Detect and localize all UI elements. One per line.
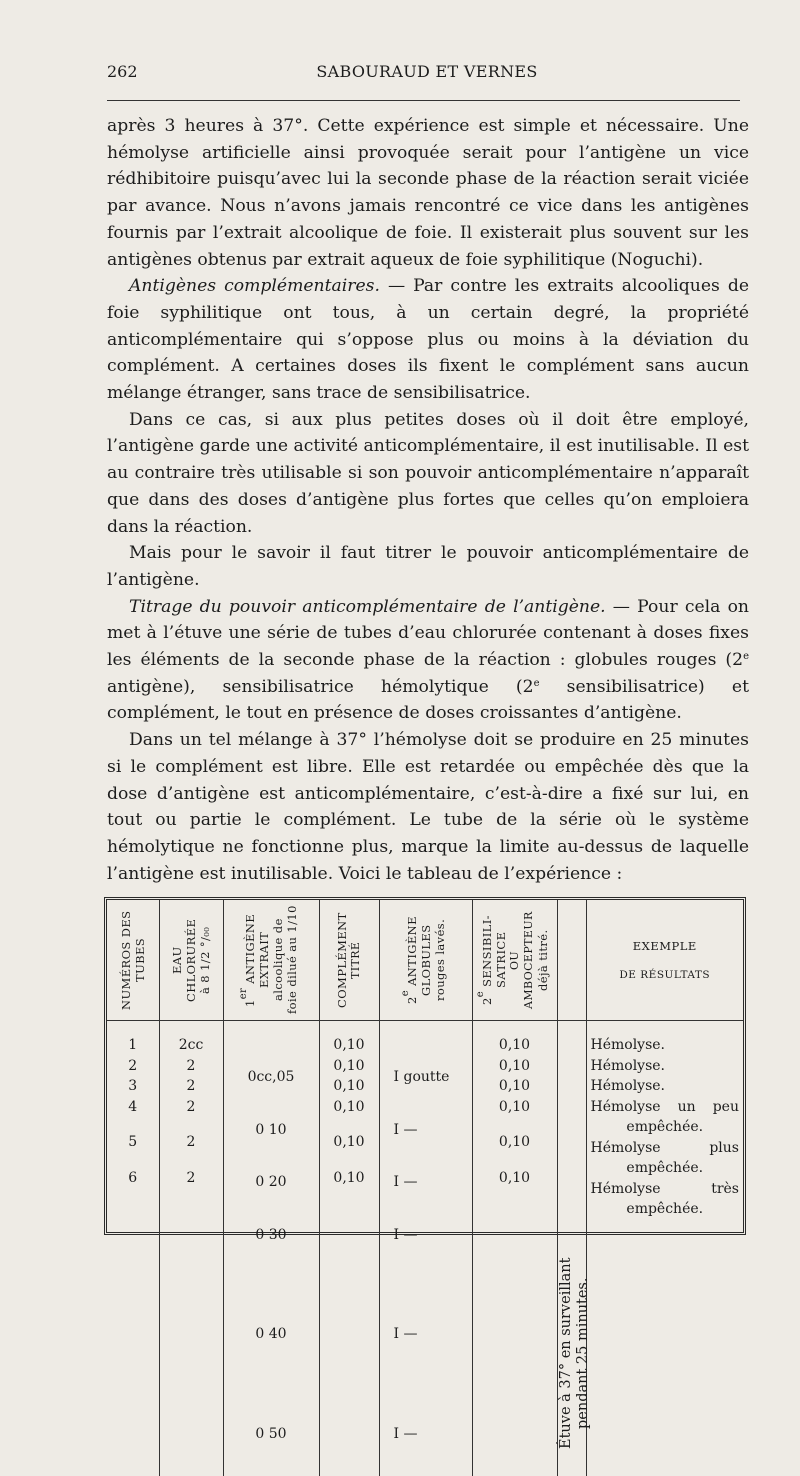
table-cell: 0,10 xyxy=(475,1097,555,1118)
superscript: er xyxy=(238,987,249,999)
table-cell: 0 40 xyxy=(226,1324,317,1345)
table-cell: 5 xyxy=(109,1132,157,1153)
table-cell: 0,10 xyxy=(322,1056,377,1077)
col-complement xyxy=(319,1021,379,1476)
col-antigene-1 xyxy=(223,1021,319,1476)
eau-line-2: CHLORURÉE xyxy=(184,918,198,1001)
table-cell: 6 xyxy=(109,1168,157,1189)
sens-line-1: SENSIBILI- xyxy=(480,915,494,991)
ant1-line-3: alcoolique de xyxy=(271,919,285,1002)
italic-heading-antigenes: Antigènes complémentaires. xyxy=(129,276,380,296)
table-cell: 0,10 xyxy=(322,1076,377,1097)
col-header-sensibilisatrice xyxy=(472,900,557,1021)
col-antigene-2 xyxy=(379,1021,472,1476)
paragraph-5-text-3: sensibilisatrice) et complément, le tout en présence de doses croissantes d’antigène. xyxy=(107,677,749,724)
col-header-antigene-1 xyxy=(223,900,319,1021)
table-cell: 0,10 xyxy=(322,1035,377,1056)
ant1-line-1: ANTIGÈNE xyxy=(243,913,257,987)
paragraph-2-text: Par contre les extraits alcooliques de foie syphilitique ont tous, à un certain degré, la propriété anticomplémentaire qui s’oppose plus ou moins à la déviation du complément. A certaines doses ils fixent le complément sans aucun mélange étranger, sans trace de sensibilisatrice. xyxy=(107,276,749,403)
table-cell: 2 xyxy=(162,1132,221,1153)
ant1-line-2: EXTRAIT xyxy=(257,932,271,988)
table-cell: 0,10 xyxy=(475,1076,555,1097)
col-header-numeros xyxy=(107,900,159,1021)
table-cell: I — xyxy=(394,1120,470,1141)
col-sensibilisatrice xyxy=(472,1021,557,1476)
table-cell: 0,10 xyxy=(475,1168,555,1189)
paragraph-5 xyxy=(107,594,749,728)
sens-line-3: OU AMBOCEPTEUR xyxy=(508,911,535,1009)
table-cell: 0,10 xyxy=(475,1035,555,1056)
col-eau xyxy=(159,1021,223,1476)
paragraph-5-text: Pour cela on met à l’étuve une série de tubes d’eau chlorurée contenant à doses fixes les éléments de la seconde phase de la réaction : globules rouges (2 xyxy=(107,597,749,670)
result-text: empêchée. xyxy=(591,1199,740,1220)
superscript: e xyxy=(743,651,749,662)
table-cell: I — xyxy=(394,1324,470,1345)
col-header-numeros-text: NUMÉROS DES TUBES xyxy=(119,904,147,1016)
col-header-antigene-2 xyxy=(379,900,472,1021)
result-text: Hémolyse. xyxy=(591,1056,740,1077)
paragraph-1: après 3 heures à 37°. Cette expérience est simple et nécessaire. Une hémolyse artificielle ainsi provoquée serait pour l’antigène un vice rédhibitoire puisqu’avec lui la seconde phase de la réaction serait viciée par avance. Nous n’avons jamais rencontré ce vice dans les antigènes fournis par l’extrait alcoolique de foie. Il existerait plus souvent sur les antigènes obtenus par extrait aqueux de foie syphilitique (Noguchi). xyxy=(107,113,749,273)
table-cell: 0cc,05 xyxy=(226,1067,317,1088)
table-cell: 2 xyxy=(162,1097,221,1118)
table-cell: 2 xyxy=(162,1168,221,1189)
table-cell: 0 50 xyxy=(226,1424,317,1445)
table-cell: 0,10 xyxy=(322,1132,377,1153)
result-text: Hémolyse très xyxy=(591,1179,740,1200)
ant1-line-4: foie dilué au 1/10 xyxy=(285,906,299,1015)
paragraph-3: Dans ce cas, si aux plus petites doses où il doit être employé, l’antigène garde une activité anticomplémentaire, il est inutilisable. Il est au contraire très utilisable si son pouvoir anticomplémentaire n’apparaît que dans des doses d’antigène plus fortes que celles qu’on emploiera dans la réaction. xyxy=(107,407,749,541)
result-text: Hémolyse. xyxy=(591,1035,740,1056)
resultats-heading: DE RÉSULTATS xyxy=(587,969,744,981)
col-header-etuve xyxy=(557,900,586,1021)
result-text: empêchée. xyxy=(591,1158,740,1179)
exemple-heading: EXEMPLE xyxy=(587,939,744,953)
sens-line-2: SATRICE xyxy=(494,932,508,988)
col-header-exemple xyxy=(586,900,743,1021)
col-header-eau xyxy=(159,900,223,1021)
superscript: e xyxy=(534,678,540,689)
comp-line-1: COMPLÉMENT xyxy=(335,912,349,1008)
table-cell: 3 xyxy=(109,1076,157,1097)
body-text xyxy=(107,113,749,887)
sens-line-4: déjà titré. xyxy=(536,929,550,991)
superscript: e xyxy=(400,990,411,996)
em-dash: — xyxy=(380,276,413,296)
table-cell: I — xyxy=(394,1424,470,1445)
comp-line-2: TITRÉ xyxy=(349,941,362,978)
ant1-num: 1 xyxy=(243,999,257,1007)
paragraph-2 xyxy=(107,273,749,407)
result-text: empêchée. xyxy=(591,1117,740,1138)
table-body-row xyxy=(107,1021,743,1476)
etuve-line-2: pendant 25 minutes. xyxy=(575,1277,591,1429)
result-text: Hémolyse un peu xyxy=(591,1097,740,1118)
ant2-line-2: GLOBULES xyxy=(419,924,433,996)
experiment-table xyxy=(104,897,746,1235)
em-dash: — xyxy=(606,597,638,617)
italic-heading-titrage: Titrage du pouvoir anticomplémentaire de l’antigène. xyxy=(129,597,606,617)
table-cell: I goutte xyxy=(394,1067,470,1088)
paragraph-6: Dans un tel mélange à 37° l’hémolyse doit se produire en 25 minutes si le complément est libre. Elle est retardée ou empêchée dès que la dose d’antigène est anticomplémentaire, c’est-à-dire a fixé sur lui, en tout ou partie le complément. Le tube de la série où le système hémolytique ne fonctionne plus, marque la limite au-dessus de laquelle l’antigène est inutilisable. Voici le tableau de l’expérience : xyxy=(107,727,749,887)
col-header-complement xyxy=(319,900,379,1021)
table-header-row xyxy=(107,900,743,1021)
table-cell: I — xyxy=(394,1225,470,1246)
table-cell: 0 30 xyxy=(226,1225,317,1246)
page-number: 262 xyxy=(107,62,138,81)
table-cell: 0 20 xyxy=(226,1172,317,1193)
table-cell: 2 xyxy=(109,1056,157,1077)
table-cell: 2 xyxy=(162,1056,221,1077)
table-cell: 2cc xyxy=(162,1035,221,1056)
page-header xyxy=(107,62,747,84)
table-cell: 0,10 xyxy=(322,1168,377,1189)
paragraph-4: Mais pour le savoir il faut titrer le pouvoir anticomplémentaire de l’antigène. xyxy=(107,540,749,593)
header-rule xyxy=(107,100,740,101)
eau-line-1: EAU xyxy=(170,946,184,974)
col-numeros xyxy=(107,1021,159,1476)
col-etuve xyxy=(557,1021,586,1476)
etuve-line-1: Étuve à 37° en surveillant xyxy=(558,1257,574,1448)
etuve-instruction xyxy=(558,1238,592,1468)
table-cell: 0,10 xyxy=(475,1056,555,1077)
table-cell: 1 xyxy=(109,1035,157,1056)
result-text: Hémolyse. xyxy=(591,1076,740,1097)
ant2-num: 2 xyxy=(405,996,419,1004)
table-cell: 0,10 xyxy=(322,1097,377,1118)
running-title: SABOURAUD ET VERNES xyxy=(107,62,747,81)
paragraph-5-text-2: antigène), sensibilisatrice hémolytique (2 xyxy=(107,677,534,697)
eau-line-3: à 8 1/2 °/₀₀ xyxy=(198,926,212,993)
sens-num: 2 xyxy=(480,997,494,1005)
superscript: e xyxy=(475,991,486,997)
table-cell: 0 10 xyxy=(226,1120,317,1141)
ant2-line-1: ANTIGÈNE xyxy=(405,916,419,990)
col-resultats xyxy=(586,1021,743,1476)
table-cell: 4 xyxy=(109,1097,157,1118)
table-cell: I — xyxy=(394,1172,470,1193)
table-cell: 2 xyxy=(162,1076,221,1097)
ant2-line-3: rouges lavés. xyxy=(433,919,447,1001)
table-cell: 0,10 xyxy=(475,1132,555,1153)
result-text: Hémolyse plus xyxy=(591,1138,740,1159)
